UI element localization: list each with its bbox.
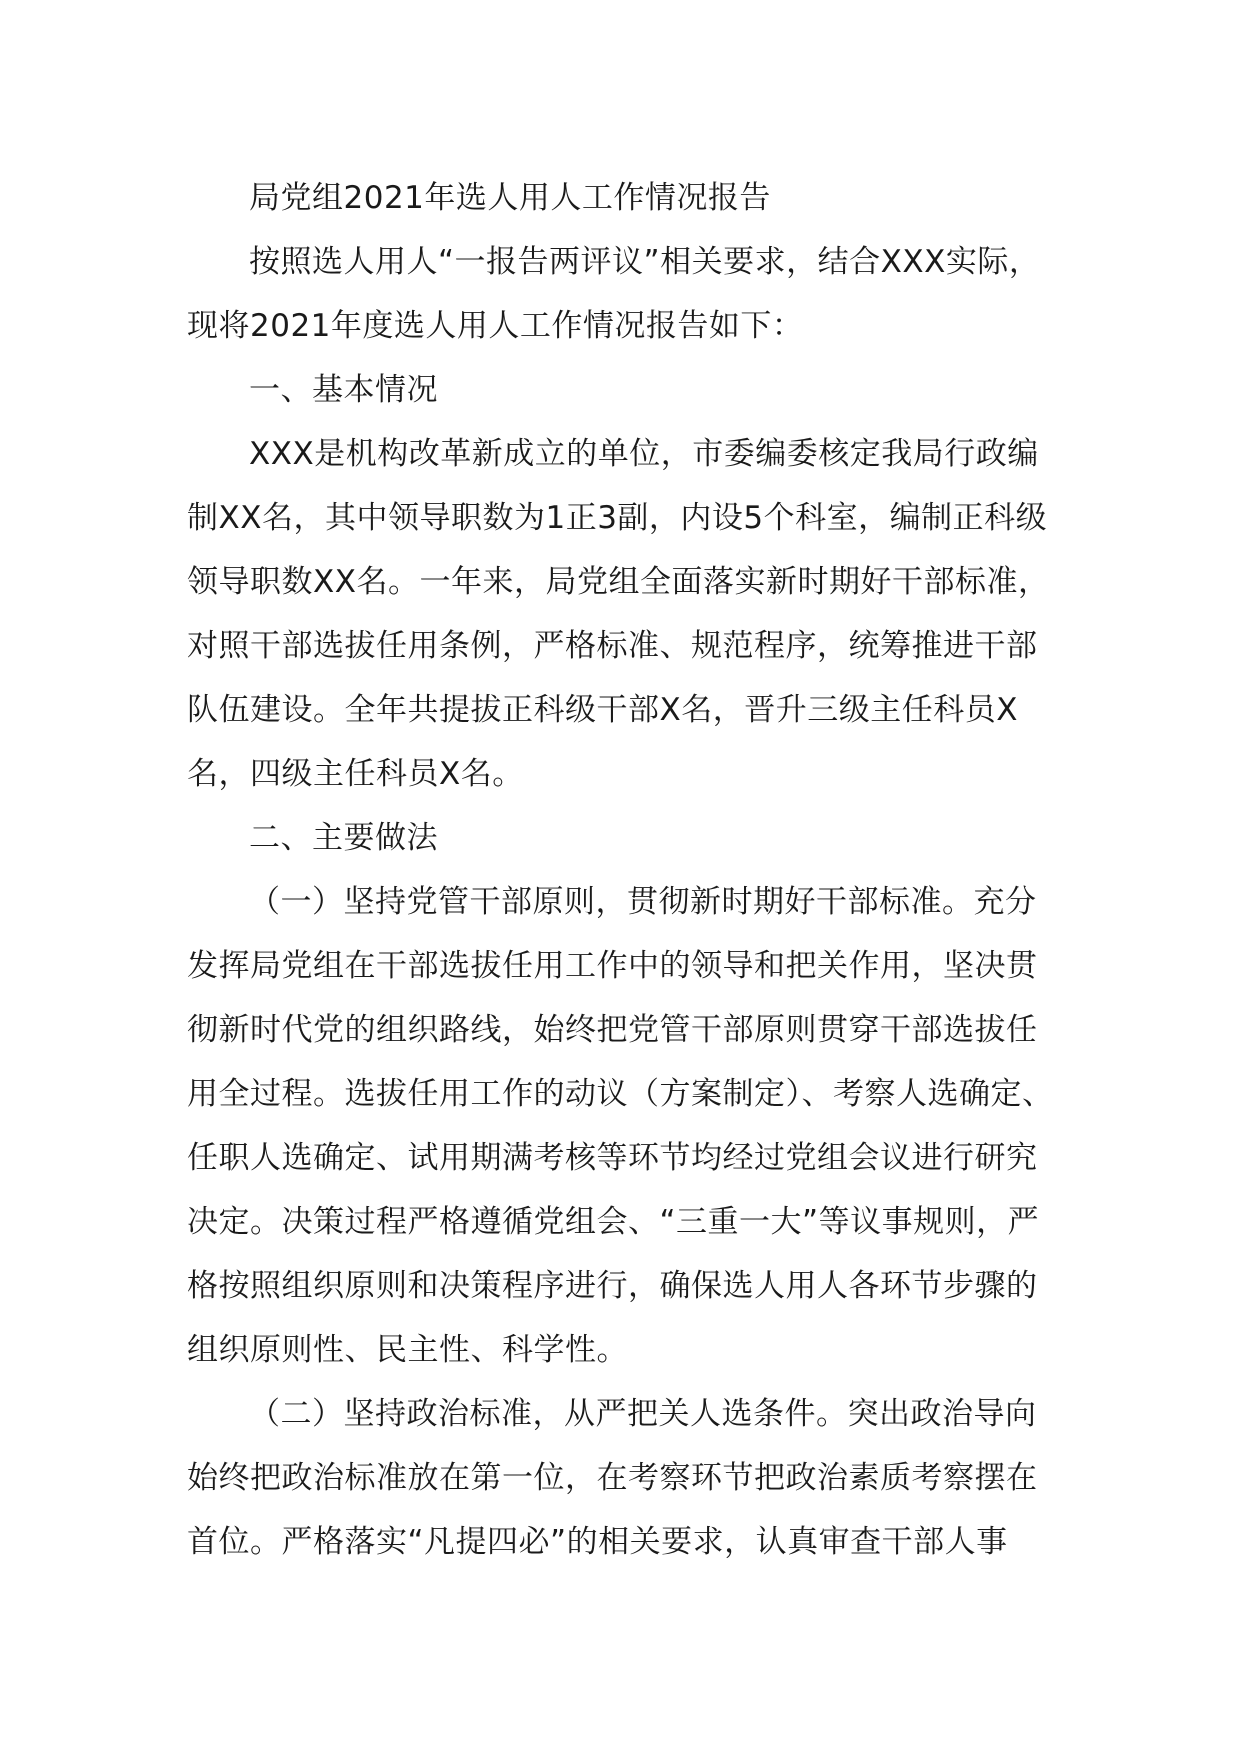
intro-paragraph: 按照选人用人“一报告两评议”相关要求，结合XXX实际，现将2021年度选人用人工作情况报告如下： [187, 244, 1041, 344]
basic-situation-paragraph: XXX是机构改革新成立的单位，市委编委核定我局行政编制XX名，其中领导职数为1正3副，内设5个科室，编制正科级领导职数XX名。一年来，局党组全面落实新时期好干部标准，对照干部选拔任用条例，严格标准、规范程序，统筹推进干部队伍建设。全年共提拔正科级干部X名，晋升三级主任科员X名，四级主任科员X名。 [187, 436, 1050, 792]
section-heading-basic: 一、基本情况 [249, 372, 438, 408]
document-body [187, 166, 1067, 1574]
document-title: 局党组2021年选人用人工作情况报告 [249, 180, 771, 216]
practice-paragraph-1: （一）坚持党管干部原则，贯彻新时期好干部标准。充分发挥局党组在干部选拔任用工作中的领导和把关作用，坚决贯彻新时代党的组织路线，始终把党管干部原则贯穿干部选拔任用全过程。选拔任用工作的动议（方案制定）、考察人选确定、任职人选确定、试用期满考核等环节均经过党组会议进行研究决定。决策过程严格遵循党组会、“三重一大”等议事规则，严格按照组织原则和决策程序进行，确保选人用人各环节步骤的组织原则性、民主性、科学性。 [187, 884, 1054, 1368]
practice-paragraph-2: （二）坚持政治标准，从严把关人选条件。突出政治导向始终把政治标准放在第一位，在考察环节把政治素质考察摆在首位。严格落实“凡提四必”的相关要求，认真审查干部人事 [187, 1396, 1038, 1560]
section-heading-practices: 二、主要做法 [249, 820, 438, 856]
